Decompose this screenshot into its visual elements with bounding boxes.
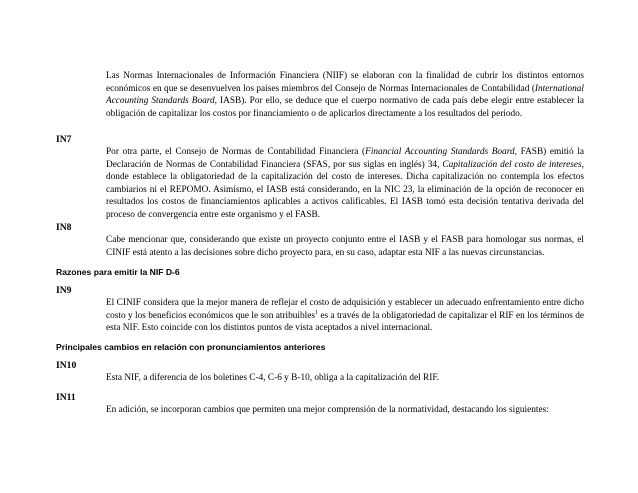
intro-text-part-1: Las Normas Internacionales de Información Financiera (NIIF) se elaboran con la finalidad de cubrir los distintos entornos económicos en que se desenvuelven los países miembros del Consejo de Normas Internacionales de Contabilidad ( bbox=[106, 71, 584, 94]
section-label-in10: IN10 bbox=[56, 360, 77, 371]
in7-text-part-3: , donde establece la obligatoriedad de la capitalización del costo de intereses. Dicha capitalización no contempla los efectos cambiarios ni el REPOMO. Asimismo, el IASB está considerando, en la NIC 23, la eliminación de la opción de reconocer en resultados los costos de financiamientos aplicables a activos calificables. El IASB tomó esta decisión tentativa derivada del proceso de convergencia entre este organismo y el FASB. bbox=[106, 159, 584, 220]
in7-text-part-1: Por otra parte, el Consejo de Normas de Contabilidad Financiera ( bbox=[106, 147, 366, 157]
in11-paragraph: En adición, se incorporan cambios que permiten una mejor comprensión de la normatividad, destacando los siguientes: bbox=[106, 405, 549, 415]
intro-text-italic: International Accounting Standards Board bbox=[106, 83, 584, 106]
in7-paragraph bbox=[106, 146, 584, 221]
in10-paragraph: Esta NIF, a diferencia de los boletines C-4, C-6 y B-10, obliga a la capitalización del RIF. bbox=[106, 373, 440, 383]
section-label-in9: IN9 bbox=[56, 285, 72, 296]
in9-text-part-1: El CINIF considera que la mejor manera de reflejar el costo de adquisición y establecer un adecuado enfrentamiento entre dicho costo y los beneficios económicos que le son atribuibles bbox=[106, 298, 584, 321]
in7-text-italic-1: Financial Accounting Standards Board bbox=[365, 147, 515, 157]
footnote-marker: 1 bbox=[314, 309, 318, 316]
intro-paragraph bbox=[106, 70, 584, 120]
in8-paragraph: Cabe mencionar que, considerando que existe un proyecto conjunto entre el IASB y el FASB para homologar sus normas, el CINIF está atento a las decisiones sobre dicho proyecto para, en su caso, adaptar esta NIF a las nuevas circunstancias. bbox=[106, 235, 584, 258]
heading-cambios: Principales cambios en relación con pronunciamientos anteriores bbox=[56, 342, 326, 352]
section-label-in11: IN11 bbox=[56, 392, 76, 403]
heading-razones: Razones para emitir la NIF D-6 bbox=[56, 267, 180, 277]
section-label-in8: IN8 bbox=[56, 222, 72, 233]
section-label-in7: IN7 bbox=[56, 134, 72, 145]
in9-text-part-2: es a través de la obligatoriedad de capitalizar el RIF en los términos de esta NIF. Esto coincide con los distintos puntos de vista aceptados a nivel internacional. bbox=[106, 310, 584, 333]
intro-text-part-2: , IASB). Por ello, se deduce que el cuerpo normativo de cada país debe elegir entre establecer la obligación de capitalizar los costos por financiamiento o de aplicarlos directamente a los resultados del periodo. bbox=[106, 96, 584, 119]
in7-text-part-2: , FASB) emitió la Declaración de Normas de Contabilidad Financiera (SFAS, por sus siglas en inglés) 34, bbox=[106, 147, 584, 170]
in7-text-italic-2: Capitalización del costo de intereses bbox=[442, 159, 582, 170]
in9-paragraph bbox=[106, 297, 584, 335]
